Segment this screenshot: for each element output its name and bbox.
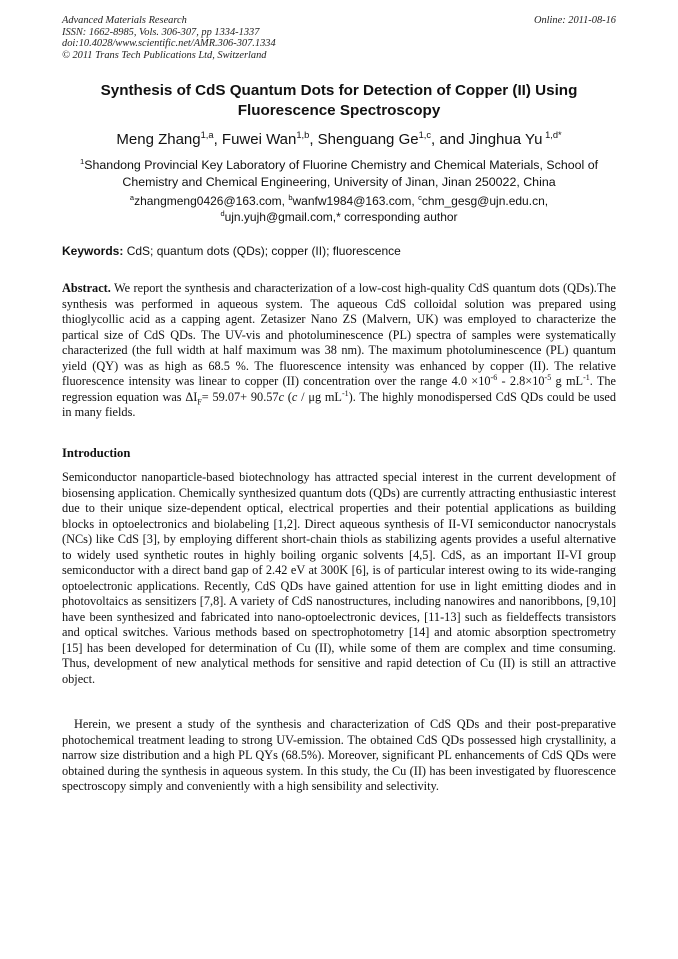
subscript: F <box>197 396 202 406</box>
keywords <box>62 244 616 259</box>
abstract <box>62 281 616 421</box>
copyright-line: © 2011 Trans Tech Publications Ltd, Switzerland <box>62 49 267 61</box>
exponent: -1 <box>583 372 590 382</box>
author-list <box>62 131 616 149</box>
exponent: -6 <box>490 372 498 382</box>
author-name: Fuwei Wan <box>221 131 297 148</box>
journal-name: Advanced Materials Research <box>62 15 187 26</box>
author-name: Shenguang Ge <box>317 131 419 148</box>
author-affiliation-mark: 1,c <box>418 130 431 140</box>
author-separator: , <box>309 131 318 148</box>
email-mark: c <box>418 193 422 202</box>
abstract-text: We report the synthesis and characterization of a low-cost high-quality CdS quantum dots (QDs).The synthesis was performed in aqueous system. The aqueous CdS colloidal solution was prepared using thioglycollic acid as a capping agent. Zetasizer Nano ZS (Malvern, UK) was employed to characterize the partical size of CdS QDs. The UV-vis and photoluminescence (PL) spectra of samples were systematically characterized (the full width at half maximum was 38 nm). The maximum photoluminescence (PL) quantum yield (QY) was as high as 68.5 %. The fluorescence intensity was enhanced by copper (II). The relative fluorescence intensity was linear to copper (II) concentration over the range 4.0 ×10 <box>62 281 616 388</box>
journal-header <box>62 15 616 61</box>
abstract-text: - 2.8×10 <box>497 374 545 388</box>
abstract-text: . The regression equation was ΔI <box>62 374 617 404</box>
variable-c: c <box>278 389 285 404</box>
author-affiliation-mark: 1,a <box>200 130 214 140</box>
abstract-text: g mL <box>551 374 584 388</box>
abstract-text: ). The highly monodispersed CdS QDs could be used in many fields. <box>62 389 616 419</box>
author-name: Jinghua Yu <box>468 131 543 148</box>
keywords-text: CdS; quantum dots (QDs); copper (II); fluorescence <box>123 244 401 258</box>
doi-line: doi:10.4028/www.scientific.net/AMR.306-307.1334 <box>62 38 276 50</box>
author-emails <box>62 194 616 225</box>
email-mark: a <box>129 193 135 202</box>
keywords-label: Keywords: <box>62 244 124 258</box>
affiliation-text: Shandong Provincial Key Laboratory of Fluorine Chemistry and Chemical Materials, School of Chemistry and Chemical Engineering, University of Jinan, Jinan 250022, China <box>84 158 599 189</box>
abstract-label: Abstract. <box>62 281 111 295</box>
email-mark: d <box>220 208 225 218</box>
email-mark: b <box>288 193 293 202</box>
abstract-text: / μg mL <box>297 389 342 404</box>
abstract-text: ( <box>284 389 292 404</box>
email-link[interactable]: zhangmeng0426@163.com, <box>134 194 289 208</box>
abstract-text: = 59.07+ 90.57 <box>201 389 279 404</box>
author-name: Meng Zhang <box>116 131 201 148</box>
email-link[interactable]: ujn.yujh@gmail.com,* corresponding author <box>224 209 458 224</box>
email-link[interactable]: chm_gesg@ujn.edu.cn, <box>421 194 549 208</box>
exponent: -5 <box>544 372 552 382</box>
paper-title: Synthesis of CdS Quantum Dots for Detection of Copper (II) Using Fluorescence Spectroscopy <box>100 82 578 119</box>
introduction-paragraph: Herein, we present a study of the synthesis and characterization of CdS QDs and their post-preparative photochemical treatment leading to strong UV-emission. The obtained CdS QDs possessed high crystallinity, a narrow size distribution and a high PL QYs (68.5%). Moreover, significant PL enhancements of CdS QDs were obtained during the synthesis in aqueous system. In this study, the Cu (II) has been investigated by fluorescence spectroscopy simply and conveniently with a high sensibility and selectivity. <box>62 717 616 793</box>
author-affiliation-mark: 1,d* <box>542 130 562 140</box>
email-link[interactable]: wanfw1984@163.com, <box>292 194 419 208</box>
introduction-paragraph: Semiconductor nanoparticle-based biotechnology has attracted special interest in the current development of biosensing application. Chemically synthesized quantum dots (QDs) are currently attracting enthusiastic interest due to their unique size-dependent optical, electrical properties and their potential applications as building blocks in optoelectronics and biolabeling [1,2]. Direct aqueous synthesis of II-VI semiconductor nanocrystals (NCs) like CdS [3], by employing different short-chain thiols as stabilizing agents provides a useful alternative to widely used synthetic routes in highly boiling organic solvents [4,5]. CdS, as an important II-VI group semiconductor with a direct band gap of 2.42 eV at 300K [6], is of particular interest owing to its wide-ranging optoelectronic applications. Recently, CdS QDs have gained attention for use in light emitting diodes and in photovoltaics as sensitizers [7,8]. A variety of CdS nanostructures, including nanowires and nanoribbons, [9,10] have been synthesized and fabricated into nano-optoelectronic devices, [11-13] such as fieldeffects transistors and optical switches. Various methods based on spectrophotometry [14] and atomic absorption spectrometry [15] has been developed for determination of Cu (II), while some of them are complex and time consuming. Thus, development of new analytical methods for sensitive and rapid detection of Cu (II) is still an attractive object. <box>62 470 616 686</box>
issn-line: ISSN: 1662-8985, Vols. 306-307, pp 1334-1337 <box>62 26 260 38</box>
exponent: -1 <box>341 388 349 398</box>
online-date: Online: 2011-08-16 <box>533 15 616 26</box>
affiliation-mark: 1 <box>79 156 85 166</box>
author-affiliation-mark: 1,b <box>296 130 310 140</box>
introduction-heading: Introduction <box>62 446 131 460</box>
author-separator: , <box>213 131 222 148</box>
affiliation <box>62 157 616 190</box>
author-separator: , and <box>430 131 469 148</box>
variable-c: c <box>291 389 298 404</box>
